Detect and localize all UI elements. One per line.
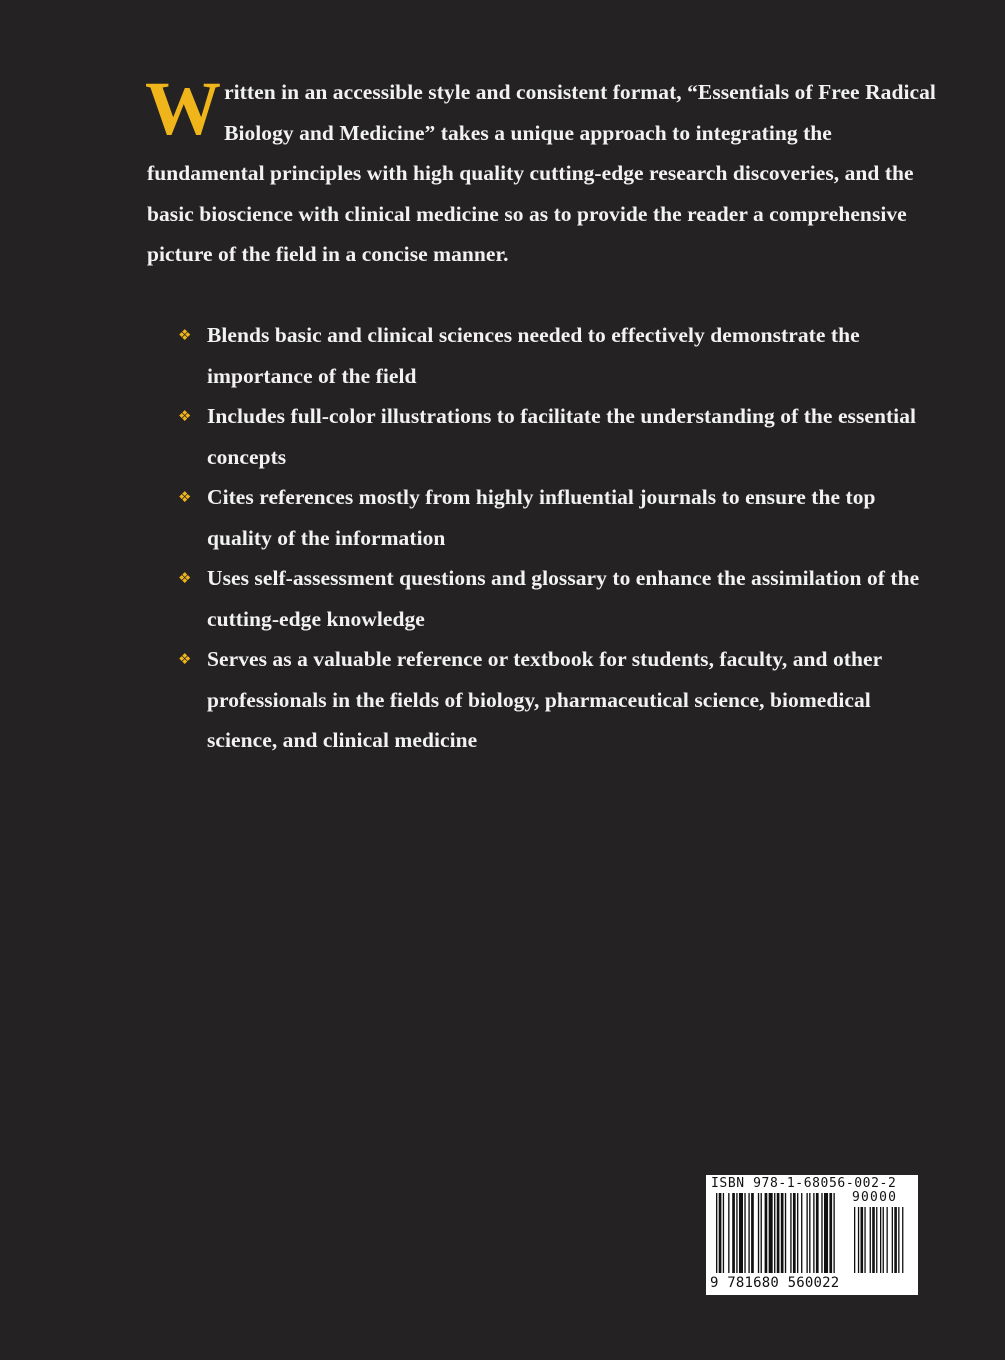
barcode-bar	[736, 1193, 737, 1273]
feature-item	[178, 477, 938, 558]
feature-item	[178, 639, 938, 761]
price-code: 90000	[852, 1190, 898, 1205]
barcode-bar	[797, 1193, 798, 1273]
price-bar	[892, 1207, 893, 1273]
feature-text: Uses self-assessment questions and glossary to enhance the assimilation of the cutting-edge knowledge	[207, 566, 920, 631]
price-bar	[876, 1207, 877, 1273]
price-bar	[894, 1207, 897, 1273]
drop-cap: W	[145, 67, 222, 151]
barcode-bar	[739, 1193, 743, 1273]
feature-text: Cites references mostly from highly influential journals to ensure the top quality of the information	[207, 485, 876, 550]
barcode-bar	[809, 1193, 810, 1273]
barcode-bar	[785, 1193, 786, 1273]
barcode-bar	[813, 1193, 814, 1273]
diamond-ornament-icon: ❖	[178, 326, 192, 344]
price-bar	[870, 1207, 871, 1273]
diamond-ornament-icon: ❖	[178, 650, 192, 668]
price-bar	[898, 1207, 899, 1273]
price-bar	[872, 1207, 875, 1273]
barcode-bar	[765, 1193, 768, 1273]
barcode-bar	[833, 1193, 834, 1273]
price-bar	[854, 1207, 855, 1273]
barcode-bar	[777, 1193, 780, 1273]
price-bar	[887, 1207, 888, 1273]
barcode-bar	[728, 1193, 729, 1273]
barcode-bar	[732, 1193, 735, 1273]
intro-paragraph	[145, 67, 937, 275]
barcode-bar	[806, 1193, 807, 1273]
barcode-bar	[751, 1193, 754, 1273]
barcode-bar	[723, 1193, 724, 1273]
barcode-bar	[716, 1193, 717, 1273]
barcode-bar	[719, 1193, 722, 1273]
barcode-bar	[774, 1193, 775, 1273]
barcode-bar	[793, 1193, 796, 1273]
barcode-bar	[761, 1193, 762, 1273]
barcode-bar	[769, 1193, 773, 1273]
feature-item	[178, 396, 938, 477]
intro-text: ritten in an accessible style and consistent format, “Essentials of Free Radical Biology and Medicine” takes a unique approach to integrating the fundamental principles with high quality cutting-edge research discoveries, and the basic bioscience with clinical medicine so as to provide the reader a comprehensive picture of the field in a concise manner.	[147, 80, 936, 266]
feature-item	[178, 558, 938, 639]
diamond-ornament-icon: ❖	[178, 407, 192, 425]
price-bar	[864, 1207, 865, 1273]
barcode-bar	[824, 1193, 828, 1273]
price-bar	[880, 1207, 881, 1273]
barcode-bar	[829, 1193, 832, 1273]
isbn-label: ISBN 978-1-68056-002-2	[711, 1176, 897, 1191]
price-bar	[902, 1207, 903, 1273]
barcode-bar	[821, 1193, 822, 1273]
price-bar	[861, 1207, 864, 1273]
feature-item	[178, 315, 938, 396]
diamond-ornament-icon: ❖	[178, 488, 192, 506]
isbn-barcode	[706, 1175, 918, 1295]
price-bar	[858, 1207, 859, 1273]
barcode-bar	[744, 1193, 745, 1273]
diamond-ornament-icon: ❖	[178, 569, 192, 587]
barcode-bar	[758, 1193, 759, 1273]
feature-text: Serves as a valuable reference or textbook for students, faculty, and other professionals in the fields of biology, pharmaceutical science, biomedical science, and clinical medicine	[207, 647, 882, 752]
barcode-bar	[781, 1193, 784, 1273]
barcode-bar	[748, 1193, 749, 1273]
feature-text: Blends basic and clinical sciences needed to effectively demonstrate the importance of the field	[207, 323, 860, 388]
barcode-bar	[801, 1193, 802, 1273]
barcode-bar	[790, 1193, 791, 1273]
ean-digits: 9 781680 560022	[710, 1275, 840, 1291]
barcode-bar	[816, 1193, 819, 1273]
feature-list	[178, 315, 938, 761]
price-bar	[883, 1207, 884, 1273]
feature-text: Includes full-color illustrations to facilitate the understanding of the essential concepts	[207, 404, 917, 469]
